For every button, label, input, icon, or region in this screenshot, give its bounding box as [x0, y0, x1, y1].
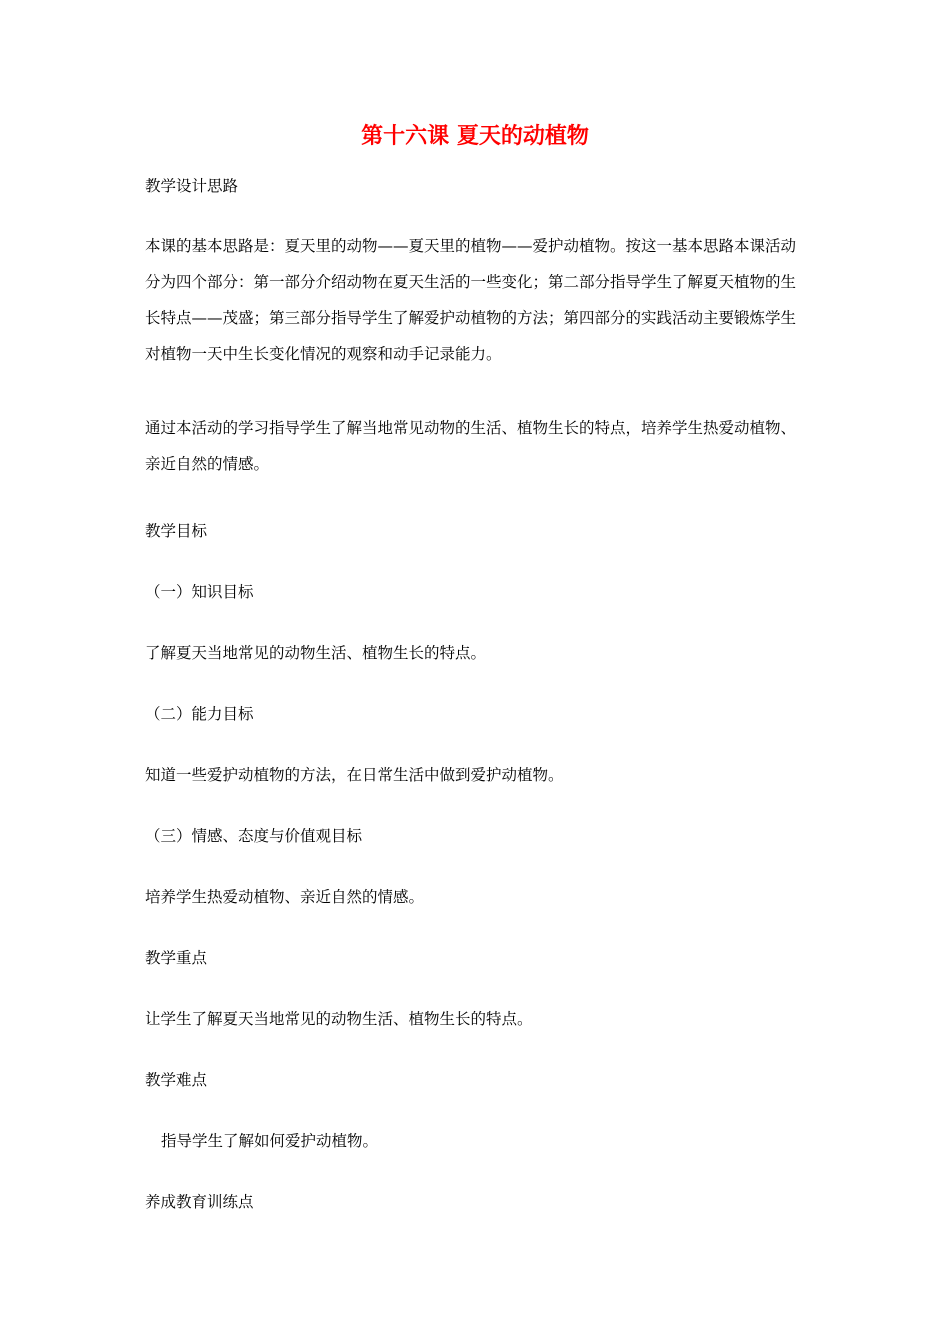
paragraph-design-approach: 本课的基本思路是：夏天里的动物——夏天里的植物——爱护动植物。按这一基本思路本课活动分为四个部分：第一部分介绍动物在夏天生活的一些变化；第二部分指导学生了解夏天植物的生长特点——茂盛；第三部分指导学生了解爱护动植物的方法；第四部分的实践活动主要锻炼学生对植物一天中生长变化情况的观察和动手记录能力。 [145, 237, 797, 363]
section-heading-goals: 教学目标 [145, 522, 208, 540]
goal-knowledge-text: 了解夏天当地常见的动物生活、植物生长的特点。 [145, 644, 487, 662]
section-heading-difficult-points: 教学难点 [145, 1071, 208, 1089]
goal-ability-heading: （二）能力目标 [145, 705, 254, 723]
key-points-text: 让学生了解夏天当地常见的动物生活、植物生长的特点。 [145, 1010, 533, 1028]
difficult-points-text: 指导学生了解如何爱护动植物。 [161, 1132, 379, 1150]
goal-attitude-heading: （三）情感、态度与价值观目标 [145, 827, 363, 845]
section-heading-training-points: 养成教育训练点 [145, 1193, 254, 1211]
paragraph-design-purpose: 通过本活动的学习指导学生了解当地常见动物的生活、植物生长的特点，培养学生热爱动植物、亲近自然的情感。 [145, 419, 797, 473]
section-heading-key-points: 教学重点 [145, 949, 208, 967]
goal-knowledge-heading: （一）知识目标 [145, 583, 254, 601]
document-title: 第十六课 夏天的动植物 [361, 123, 589, 149]
goal-attitude-text: 培养学生热爱动植物、亲近自然的情感。 [145, 888, 425, 906]
section-heading-design: 教学设计思路 [145, 177, 239, 195]
goal-ability-text: 知道一些爱护动植物的方法，在日常生活中做到爱护动植物。 [145, 766, 564, 784]
